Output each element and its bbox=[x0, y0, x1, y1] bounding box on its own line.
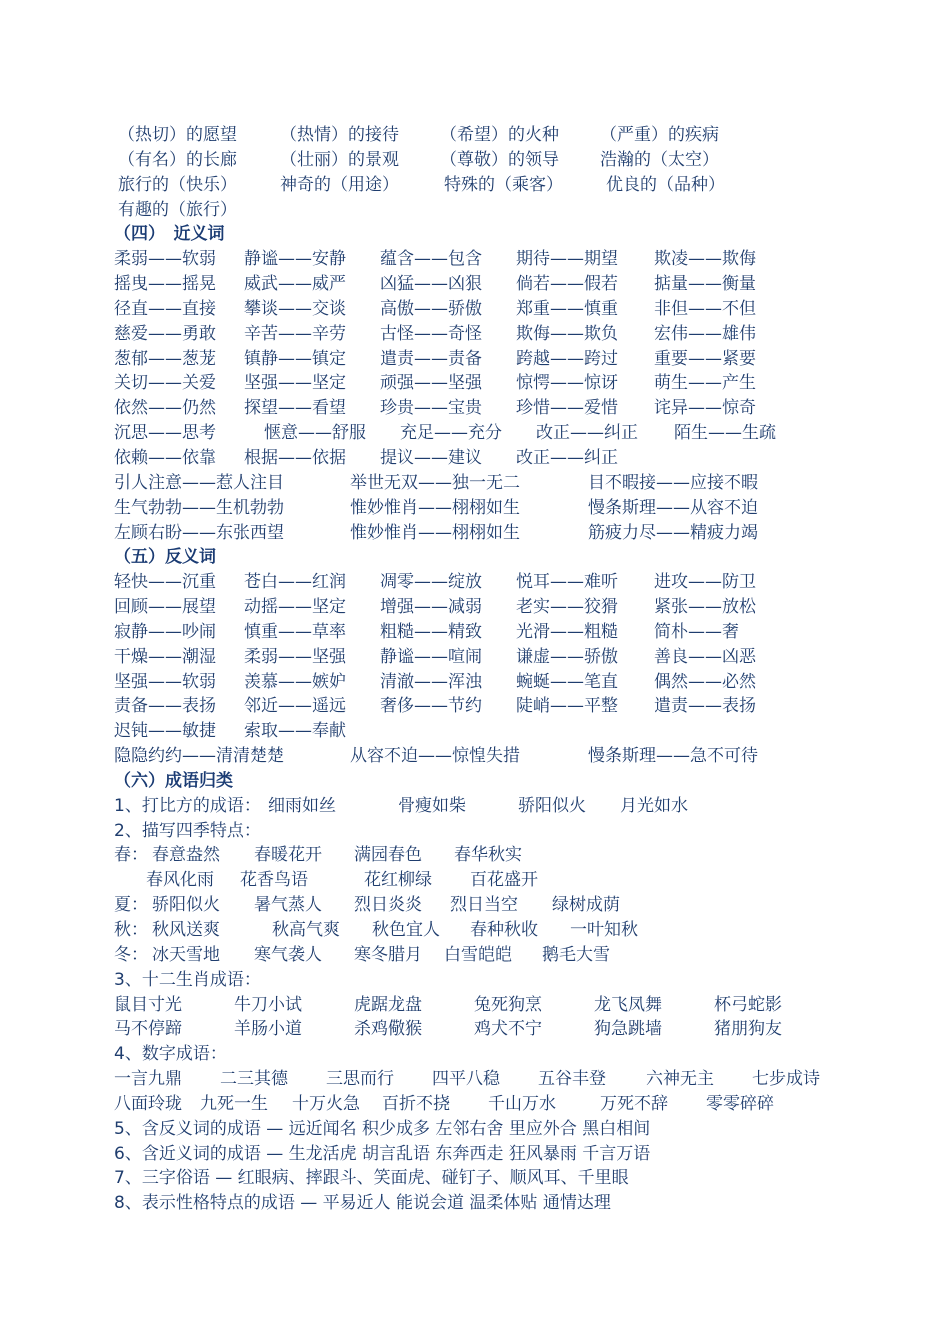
synonym-row bbox=[114, 297, 914, 322]
synonym-pair: 惟妙惟肖——栩栩如生 bbox=[350, 522, 520, 543]
idiom: 四平八稳 bbox=[432, 1069, 500, 1090]
synonym-pair: 摇曳——摇晃 bbox=[114, 274, 216, 295]
idiom: 狗急跳墙 bbox=[594, 1019, 662, 1040]
idiom: 鹅毛大雪 bbox=[542, 944, 610, 965]
idiom: 烈日炎炎 bbox=[354, 895, 422, 916]
synonym-pair: 改正——纠正 bbox=[516, 447, 618, 468]
synonym-pair: 高傲——骄傲 bbox=[380, 298, 482, 319]
synonym-pair: 改正——纠正 bbox=[536, 423, 638, 444]
antonym-pair: 邻近——遥远 bbox=[244, 696, 346, 717]
idiom: 兔死狗烹 bbox=[474, 994, 542, 1015]
synonym-pair: 筋疲力尽——精疲力竭 bbox=[588, 522, 758, 543]
idiom: 月光如水 bbox=[620, 795, 688, 816]
idiom: 七步成诗 bbox=[752, 1069, 820, 1090]
idiom-category-antonyms: 5、含反义词的成语 — 远近闻名 积少成多 左邻右舍 里应外合 黑白相间 bbox=[114, 1118, 651, 1139]
season-label: 春： bbox=[114, 845, 148, 866]
idiom-category-synonyms: 6、含近义词的成语 — 生龙活虎 胡言乱语 东奔西走 狂风暴雨 千言万语 bbox=[114, 1143, 651, 1164]
category-label: 1、打比方的成语： bbox=[114, 795, 261, 816]
season-row-summer bbox=[114, 893, 914, 918]
collocation-cell: （严重）的疾病 bbox=[600, 125, 719, 145]
season-label: 秋： bbox=[114, 920, 148, 940]
idiom-category-zodiac bbox=[114, 968, 914, 993]
antonym-pair: 善良——凶恶 bbox=[654, 646, 756, 667]
idiom: 绿树成荫 bbox=[552, 895, 620, 916]
antonym-row bbox=[114, 570, 914, 595]
idiom: 细雨如丝 bbox=[268, 795, 336, 816]
antonym-pair: 凋零——绽放 bbox=[380, 572, 482, 593]
antonym-pair: 进攻——防卫 bbox=[654, 572, 756, 593]
synonym-pair: 探望——看望 bbox=[244, 398, 346, 419]
synonym-row bbox=[114, 396, 914, 421]
synonym-pair: 关切——关爱 bbox=[114, 373, 216, 394]
idiom: 百折不挠 bbox=[382, 1093, 450, 1114]
synonym-idiom-row bbox=[114, 521, 914, 546]
synonym-pair: 静谧——安静 bbox=[244, 249, 346, 270]
collocation-cell: （热切）的愿望 bbox=[118, 125, 237, 145]
synonym-pair: 柔弱——软弱 bbox=[114, 249, 216, 270]
collocation-cell: （有名）的长廊 bbox=[118, 149, 237, 170]
idiom: 花香鸟语 bbox=[240, 870, 308, 891]
antonym-pair: 迟钝——敏捷 bbox=[114, 721, 216, 742]
idiom-category-numbers bbox=[114, 1042, 914, 1067]
idiom-category-metaphor bbox=[114, 794, 914, 819]
synonym-pair: 慈爱——勇敢 bbox=[114, 323, 216, 344]
collocation-cell: 旅行的（快乐） bbox=[118, 174, 237, 195]
category-label: 4、数字成语： bbox=[114, 1044, 227, 1065]
season-label: 夏： bbox=[114, 895, 148, 916]
synonym-idiom-row bbox=[114, 471, 914, 496]
idiom-category-three-char: 7、三字俗语 — 红眼病、摔跟斗、笑面虎、碰钉子、顺风耳、千里眼 bbox=[114, 1168, 629, 1189]
synonym-pair: 宏伟——雄伟 bbox=[654, 323, 756, 344]
synonym-pair: 郑重——慎重 bbox=[516, 298, 618, 319]
synonym-pair: 非但——不但 bbox=[654, 298, 756, 319]
antonym-pair: 苍白——红润 bbox=[244, 572, 346, 593]
antonym-pair: 静谧——喧闹 bbox=[380, 646, 482, 667]
antonym-pair: 光滑——粗糙 bbox=[516, 621, 618, 642]
antonym-pair: 悦耳——难听 bbox=[516, 572, 618, 593]
season-row-spring bbox=[114, 843, 914, 868]
synonym-pair: 提议——建议 bbox=[380, 447, 482, 468]
zodiac-row bbox=[114, 993, 914, 1018]
number-idiom-row bbox=[114, 1092, 914, 1117]
synonym-pair: 威武——威严 bbox=[244, 274, 346, 295]
category-label: 2、描写四季特点： bbox=[114, 820, 261, 841]
synonym-row bbox=[114, 272, 914, 297]
idiom: 杯弓蛇影 bbox=[714, 994, 782, 1015]
synonym-pair: 期待——期望 bbox=[516, 249, 618, 270]
idiom: 龙飞凤舞 bbox=[594, 994, 662, 1015]
synonym-row bbox=[114, 322, 914, 347]
season-row-winter bbox=[114, 943, 914, 968]
synonym-pair: 珍惜——爱惜 bbox=[516, 398, 618, 419]
synonym-pair: 遣责——责备 bbox=[380, 348, 482, 369]
antonym-pair: 谦虚——骄傲 bbox=[516, 646, 618, 667]
collocation-row bbox=[114, 123, 914, 148]
synonym-pair: 惊愕——惊讶 bbox=[516, 373, 618, 394]
synonym-pair: 引人注意——惹人注目 bbox=[114, 472, 284, 493]
synonym-pair: 倘若——假若 bbox=[516, 274, 618, 295]
idiom: 杀鸡儆猴 bbox=[354, 1019, 422, 1040]
season-row-spring-cont bbox=[114, 868, 914, 893]
idiom: 秋风送爽 bbox=[152, 920, 220, 940]
idiom: 骨瘦如柴 bbox=[398, 795, 466, 816]
synonym-pair: 陌生——生疏 bbox=[674, 423, 776, 444]
synonym-pair: 举世无双——独一无二 bbox=[350, 472, 520, 493]
antonym-pair: 坚强——软弱 bbox=[114, 671, 216, 692]
antonym-pair: 从容不迫——惊惶失措 bbox=[350, 746, 520, 767]
idiom: 寒气袭人 bbox=[254, 944, 322, 965]
synonym-pair: 依然——仍然 bbox=[114, 398, 216, 419]
collocation-cell: 特殊的（乘客） bbox=[444, 174, 563, 195]
idiom: 骄阳似火 bbox=[152, 895, 220, 916]
idiom: 零零碎碎 bbox=[706, 1093, 774, 1114]
idiom: 一叶知秋 bbox=[570, 920, 638, 940]
antonym-pair: 老实——狡猾 bbox=[516, 597, 618, 618]
collocation-cell: 浩瀚的（太空） bbox=[600, 149, 719, 170]
idiom: 三思而行 bbox=[326, 1069, 394, 1090]
synonym-row bbox=[114, 446, 914, 471]
idiom: 骄阳似火 bbox=[518, 795, 586, 816]
section-title-synonyms: （四） 近义词 bbox=[114, 224, 225, 245]
idiom-category-personality: 8、表示性格特点的成语 — 平易近人 能说会道 温柔体贴 通情达理 bbox=[114, 1193, 611, 1214]
antonym-pair: 粗糙——精致 bbox=[380, 621, 482, 642]
synonym-pair: 辛苦——辛劳 bbox=[244, 323, 346, 344]
idiom: 五谷丰登 bbox=[538, 1069, 606, 1090]
idiom: 冰天雪地 bbox=[152, 944, 220, 965]
idiom: 暑气蒸人 bbox=[254, 895, 322, 916]
idiom: 春种秋收 bbox=[470, 920, 538, 940]
idiom-category-seasons bbox=[114, 819, 914, 844]
synonym-pair: 欺侮——欺负 bbox=[516, 323, 618, 344]
antonym-row bbox=[114, 595, 914, 620]
synonym-pair: 左顾右盼——东张西望 bbox=[114, 522, 284, 543]
synonym-pair: 蕴含——包含 bbox=[380, 249, 482, 270]
antonym-pair: 动摇——坚定 bbox=[244, 597, 346, 618]
idiom: 一言九鼎 bbox=[114, 1069, 182, 1090]
idiom: 十万火急 bbox=[292, 1093, 360, 1114]
synonym-pair: 坚强——坚定 bbox=[244, 373, 346, 394]
antonym-pair: 慎重——草率 bbox=[244, 621, 346, 642]
synonym-pair: 充足——充分 bbox=[400, 423, 502, 444]
idiom: 春意盎然 bbox=[152, 845, 220, 866]
idiom: 虎踞龙盘 bbox=[354, 994, 422, 1015]
idiom: 寒冬腊月 bbox=[354, 944, 422, 965]
antonym-row bbox=[114, 719, 914, 744]
idiom: 花红柳绿 bbox=[364, 870, 432, 891]
synonym-pair: 掂量——衡量 bbox=[654, 274, 756, 295]
antonym-pair: 羡慕——嫉妒 bbox=[244, 671, 346, 692]
antonym-pair: 责备——表扬 bbox=[114, 696, 216, 717]
idiom: 牛刀小试 bbox=[234, 994, 302, 1015]
idiom: 羊肠小道 bbox=[234, 1019, 302, 1040]
idiom: 春华秋实 bbox=[454, 845, 522, 866]
synonym-pair: 攀谈——交谈 bbox=[244, 298, 346, 319]
antonym-row bbox=[114, 620, 914, 645]
synonym-pair: 诧异——惊奇 bbox=[654, 398, 756, 419]
synonym-pair: 根据——依据 bbox=[244, 447, 346, 468]
idiom: 八面玲珑 bbox=[114, 1093, 182, 1114]
collocation-row bbox=[114, 198, 914, 223]
antonym-pair: 清澈——浑浊 bbox=[380, 671, 482, 692]
category-label: 3、十二生肖成语： bbox=[114, 969, 261, 990]
synonym-pair: 惟妙惟肖——栩栩如生 bbox=[350, 497, 520, 518]
idiom: 秋色宜人 bbox=[372, 920, 440, 940]
antonym-row bbox=[114, 670, 914, 695]
zodiac-row bbox=[114, 1017, 914, 1042]
antonym-pair: 轻快——沉重 bbox=[114, 572, 216, 593]
synonym-pair: 目不暇接——应接不暇 bbox=[588, 472, 758, 493]
antonym-pair: 简朴——奢 bbox=[654, 621, 739, 642]
idiom: 二三其德 bbox=[220, 1069, 288, 1090]
synonym-pair: 凶猛——凶狠 bbox=[380, 274, 482, 295]
idiom: 春风化雨 bbox=[146, 870, 214, 891]
antonym-pair: 隐隐约约——清清楚楚 bbox=[114, 746, 284, 767]
antonym-pair: 回顾——展望 bbox=[114, 597, 216, 618]
idiom: 九死一生 bbox=[200, 1093, 268, 1114]
idiom: 千山万水 bbox=[488, 1093, 556, 1114]
collocation-row bbox=[114, 173, 914, 198]
synonym-pair: 跨越——跨过 bbox=[516, 348, 618, 369]
season-label: 冬： bbox=[114, 944, 148, 965]
section-title-antonyms: （五）反义词 bbox=[114, 547, 216, 568]
idiom: 春暖花开 bbox=[254, 845, 322, 866]
idiom: 满园春色 bbox=[354, 845, 422, 866]
antonym-pair: 陡峭——平整 bbox=[516, 696, 618, 717]
synonym-row bbox=[114, 347, 914, 372]
idiom: 六神无主 bbox=[646, 1069, 714, 1090]
synonym-pair: 欺凌——欺侮 bbox=[654, 249, 756, 270]
synonym-idiom-row bbox=[114, 496, 914, 521]
idiom: 猪朋狗友 bbox=[714, 1019, 782, 1040]
antonym-row bbox=[114, 694, 914, 719]
antonym-pair: 寂静——吵闹 bbox=[114, 621, 216, 642]
idiom: 秋高气爽 bbox=[272, 920, 340, 940]
antonym-pair: 偶然——必然 bbox=[654, 671, 756, 692]
antonym-pair: 慢条斯理——急不可待 bbox=[588, 746, 758, 767]
antonym-pair: 蜿蜒——笔直 bbox=[516, 671, 618, 692]
idiom: 百花盛开 bbox=[470, 870, 538, 891]
synonym-row bbox=[114, 421, 914, 446]
idiom: 万死不辞 bbox=[600, 1093, 668, 1114]
idiom: 白雪皑皑 bbox=[444, 944, 512, 965]
synonym-pair: 慢条斯理——从容不迫 bbox=[588, 497, 758, 518]
synonym-pair: 生气勃勃——生机勃勃 bbox=[114, 497, 284, 518]
antonym-pair: 增强——减弱 bbox=[380, 597, 482, 618]
idiom: 鼠目寸光 bbox=[114, 994, 182, 1015]
collocation-cell: （壮丽）的景观 bbox=[280, 149, 399, 170]
collocation-cell: （热情）的接待 bbox=[280, 125, 399, 145]
synonym-pair: 古怪——奇怪 bbox=[380, 323, 482, 344]
synonym-row bbox=[114, 371, 914, 396]
collocation-cell: （希望）的火种 bbox=[440, 125, 559, 145]
idiom: 鸡犬不宁 bbox=[474, 1019, 542, 1040]
antonym-row bbox=[114, 645, 914, 670]
synonym-pair: 萌生——产生 bbox=[654, 373, 756, 394]
antonym-pair: 紧张——放松 bbox=[654, 597, 756, 618]
synonym-pair: 沉思——思考 bbox=[114, 423, 216, 444]
synonym-pair: 顽强——坚强 bbox=[380, 373, 482, 394]
synonym-pair: 依赖——依靠 bbox=[114, 447, 216, 468]
section-title-idioms: （六）成语归类 bbox=[114, 770, 233, 791]
collocation-cell: 有趣的（旅行） bbox=[118, 199, 237, 220]
idiom: 烈日当空 bbox=[450, 895, 518, 916]
synonym-pair: 镇静——镇定 bbox=[244, 348, 346, 369]
collocation-cell: 优良的（品种） bbox=[606, 174, 725, 195]
number-idiom-row bbox=[114, 1067, 914, 1092]
synonym-pair: 惬意——舒服 bbox=[264, 423, 366, 444]
synonym-pair: 径直——直接 bbox=[114, 298, 216, 319]
collocation-row bbox=[114, 148, 914, 173]
synonym-pair: 葱郁——葱茏 bbox=[114, 348, 216, 369]
collocation-cell: （尊敬）的领导 bbox=[440, 149, 559, 170]
antonym-pair: 索取——奉献 bbox=[244, 721, 346, 742]
synonym-pair: 重要——紧要 bbox=[654, 348, 756, 369]
antonym-pair: 干燥——潮湿 bbox=[114, 646, 216, 667]
document-content bbox=[114, 123, 914, 1216]
antonym-pair: 遣责——表扬 bbox=[654, 696, 756, 717]
antonym-pair: 柔弱——坚强 bbox=[244, 646, 346, 667]
idiom: 马不停蹄 bbox=[114, 1019, 182, 1040]
collocation-cell: 神奇的（用途） bbox=[280, 174, 399, 195]
antonym-pair: 奢侈——节约 bbox=[380, 696, 482, 717]
synonym-row bbox=[114, 247, 914, 272]
synonym-pair: 珍贵——宝贵 bbox=[380, 398, 482, 419]
season-row-autumn bbox=[114, 918, 914, 943]
antonym-idiom-row bbox=[114, 744, 914, 769]
